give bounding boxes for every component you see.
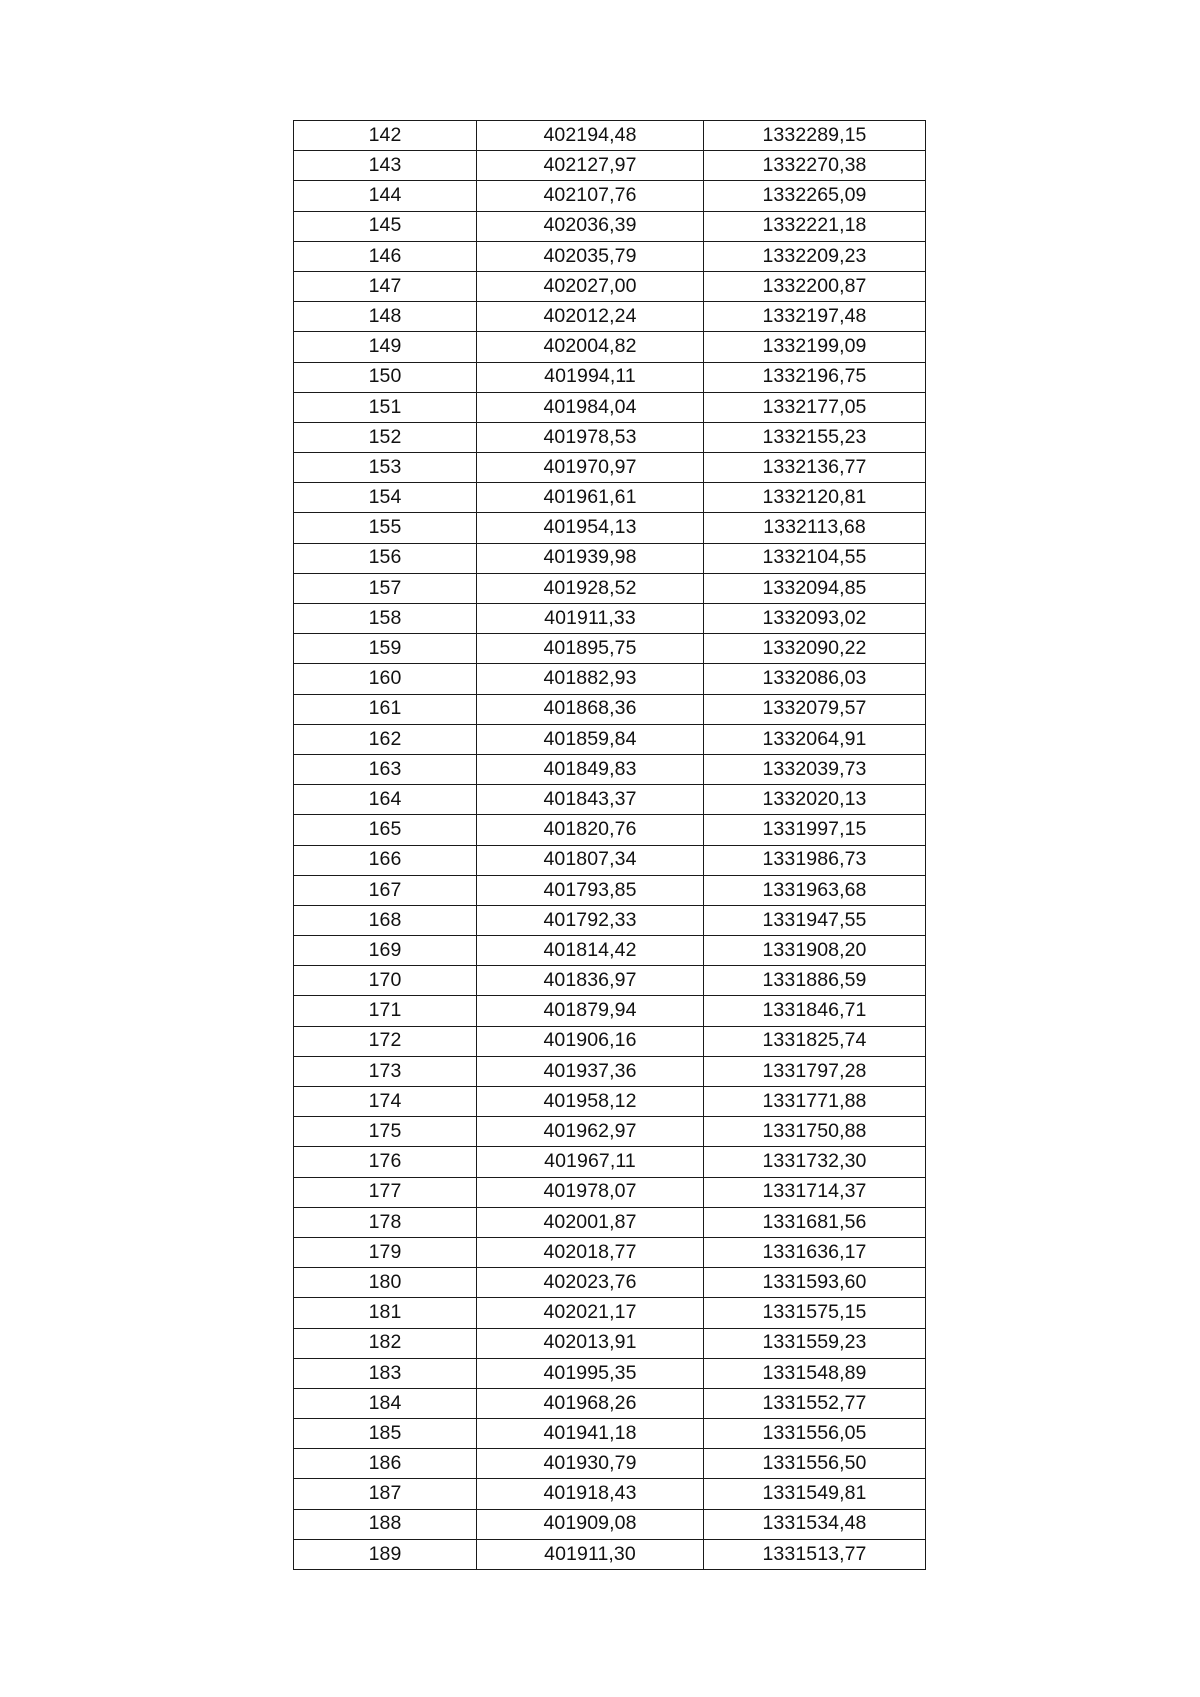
y-coordinate-cell: 1331771,88 — [704, 1087, 926, 1117]
y-coordinate-cell: 1331797,28 — [704, 1056, 926, 1086]
x-coordinate-cell: 401970,97 — [477, 453, 704, 483]
table-row — [294, 1087, 926, 1117]
table-row — [294, 1147, 926, 1177]
point-number-cell: 166 — [294, 845, 477, 875]
y-coordinate-cell: 1332094,85 — [704, 573, 926, 603]
table-row — [294, 453, 926, 483]
x-coordinate-cell: 401939,98 — [477, 543, 704, 573]
point-number-cell: 165 — [294, 815, 477, 845]
x-coordinate-cell: 401978,07 — [477, 1177, 704, 1207]
y-coordinate-cell: 1331636,17 — [704, 1237, 926, 1267]
x-coordinate-cell: 401962,97 — [477, 1117, 704, 1147]
table-row — [294, 1177, 926, 1207]
x-coordinate-cell: 401906,16 — [477, 1026, 704, 1056]
x-coordinate-cell: 402027,00 — [477, 271, 704, 301]
y-coordinate-cell: 1331908,20 — [704, 936, 926, 966]
table-row — [294, 1449, 926, 1479]
point-number-cell: 189 — [294, 1539, 477, 1569]
y-coordinate-cell: 1331986,73 — [704, 845, 926, 875]
x-coordinate-cell: 401911,30 — [477, 1539, 704, 1569]
table-row — [294, 1237, 926, 1267]
table-row — [294, 1419, 926, 1449]
point-number-cell: 147 — [294, 271, 477, 301]
table-row — [294, 362, 926, 392]
x-coordinate-cell: 402023,76 — [477, 1268, 704, 1298]
x-coordinate-cell: 402194,48 — [477, 121, 704, 151]
point-number-cell: 159 — [294, 634, 477, 664]
table-row — [294, 664, 926, 694]
x-coordinate-cell: 401928,52 — [477, 573, 704, 603]
point-number-cell: 146 — [294, 241, 477, 271]
y-coordinate-cell: 1332120,81 — [704, 483, 926, 513]
x-coordinate-cell: 401968,26 — [477, 1388, 704, 1418]
y-coordinate-cell: 1332289,15 — [704, 121, 926, 151]
x-coordinate-cell: 401882,93 — [477, 664, 704, 694]
x-coordinate-cell: 402001,87 — [477, 1207, 704, 1237]
y-coordinate-cell: 1331886,59 — [704, 966, 926, 996]
table-row — [294, 936, 926, 966]
point-number-cell: 148 — [294, 302, 477, 332]
point-number-cell: 172 — [294, 1026, 477, 1056]
x-coordinate-cell: 401930,79 — [477, 1449, 704, 1479]
y-coordinate-cell: 1332093,02 — [704, 604, 926, 634]
x-coordinate-cell: 401849,83 — [477, 754, 704, 784]
y-coordinate-cell: 1331825,74 — [704, 1026, 926, 1056]
table-row — [294, 181, 926, 211]
y-coordinate-cell: 1331997,15 — [704, 815, 926, 845]
x-coordinate-cell: 401879,94 — [477, 996, 704, 1026]
point-number-cell: 179 — [294, 1237, 477, 1267]
x-coordinate-cell: 401792,33 — [477, 905, 704, 935]
y-coordinate-cell: 1332113,68 — [704, 513, 926, 543]
point-number-cell: 149 — [294, 332, 477, 362]
point-number-cell: 150 — [294, 362, 477, 392]
table-row — [294, 996, 926, 1026]
point-number-cell: 173 — [294, 1056, 477, 1086]
point-number-cell: 183 — [294, 1358, 477, 1388]
x-coordinate-cell: 401859,84 — [477, 724, 704, 754]
table-row — [294, 1479, 926, 1509]
point-number-cell: 144 — [294, 181, 477, 211]
x-coordinate-cell: 401895,75 — [477, 634, 704, 664]
x-coordinate-cell: 401918,43 — [477, 1479, 704, 1509]
x-coordinate-cell: 401961,61 — [477, 483, 704, 513]
point-number-cell: 180 — [294, 1268, 477, 1298]
y-coordinate-cell: 1331714,37 — [704, 1177, 926, 1207]
point-number-cell: 156 — [294, 543, 477, 573]
x-coordinate-cell: 401967,11 — [477, 1147, 704, 1177]
x-coordinate-cell: 401937,36 — [477, 1056, 704, 1086]
coordinates-table — [293, 120, 926, 1570]
point-number-cell: 153 — [294, 453, 477, 483]
table-row — [294, 302, 926, 332]
y-coordinate-cell: 1331556,50 — [704, 1449, 926, 1479]
y-coordinate-cell: 1332196,75 — [704, 362, 926, 392]
y-coordinate-cell: 1332090,22 — [704, 634, 926, 664]
table-row — [294, 513, 926, 543]
point-number-cell: 167 — [294, 875, 477, 905]
point-number-cell: 178 — [294, 1207, 477, 1237]
table-row — [294, 875, 926, 905]
point-number-cell: 170 — [294, 966, 477, 996]
x-coordinate-cell: 401793,85 — [477, 875, 704, 905]
x-coordinate-cell: 401807,34 — [477, 845, 704, 875]
x-coordinate-cell: 401814,42 — [477, 936, 704, 966]
x-coordinate-cell: 401958,12 — [477, 1087, 704, 1117]
y-coordinate-cell: 1332155,23 — [704, 422, 926, 452]
table-row — [294, 241, 926, 271]
table-row — [294, 332, 926, 362]
x-coordinate-cell: 402021,17 — [477, 1298, 704, 1328]
table-row — [294, 1117, 926, 1147]
table-row — [294, 1358, 926, 1388]
x-coordinate-cell: 401978,53 — [477, 422, 704, 452]
y-coordinate-cell: 1332086,03 — [704, 664, 926, 694]
table-row — [294, 1328, 926, 1358]
y-coordinate-cell: 1332200,87 — [704, 271, 926, 301]
point-number-cell: 155 — [294, 513, 477, 543]
x-coordinate-cell: 402107,76 — [477, 181, 704, 211]
table-row — [294, 604, 926, 634]
table-row — [294, 905, 926, 935]
point-number-cell: 171 — [294, 996, 477, 1026]
x-coordinate-cell: 402013,91 — [477, 1328, 704, 1358]
point-number-cell: 162 — [294, 724, 477, 754]
table-row — [294, 785, 926, 815]
y-coordinate-cell: 1332209,23 — [704, 241, 926, 271]
point-number-cell: 169 — [294, 936, 477, 966]
table-row — [294, 211, 926, 241]
table-row — [294, 1298, 926, 1328]
y-coordinate-cell: 1331552,77 — [704, 1388, 926, 1418]
table-row — [294, 1509, 926, 1539]
point-number-cell: 145 — [294, 211, 477, 241]
point-number-cell: 185 — [294, 1419, 477, 1449]
point-number-cell: 188 — [294, 1509, 477, 1539]
table-row — [294, 815, 926, 845]
table-row — [294, 845, 926, 875]
point-number-cell: 152 — [294, 422, 477, 452]
y-coordinate-cell: 1332177,05 — [704, 392, 926, 422]
y-coordinate-cell: 1331963,68 — [704, 875, 926, 905]
point-number-cell: 176 — [294, 1147, 477, 1177]
table-row — [294, 483, 926, 513]
x-coordinate-cell: 402004,82 — [477, 332, 704, 362]
table-row — [294, 422, 926, 452]
y-coordinate-cell: 1331534,48 — [704, 1509, 926, 1539]
x-coordinate-cell: 401843,37 — [477, 785, 704, 815]
y-coordinate-cell: 1331732,30 — [704, 1147, 926, 1177]
table-row — [294, 1207, 926, 1237]
x-coordinate-cell: 401820,76 — [477, 815, 704, 845]
y-coordinate-cell: 1331681,56 — [704, 1207, 926, 1237]
x-coordinate-cell: 401994,11 — [477, 362, 704, 392]
coordinates-table-body — [294, 121, 926, 1570]
point-number-cell: 187 — [294, 1479, 477, 1509]
y-coordinate-cell: 1331947,55 — [704, 905, 926, 935]
y-coordinate-cell: 1332199,09 — [704, 332, 926, 362]
point-number-cell: 160 — [294, 664, 477, 694]
point-number-cell: 175 — [294, 1117, 477, 1147]
y-coordinate-cell: 1332265,09 — [704, 181, 926, 211]
table-row — [294, 966, 926, 996]
x-coordinate-cell: 401984,04 — [477, 392, 704, 422]
y-coordinate-cell: 1331548,89 — [704, 1358, 926, 1388]
x-coordinate-cell: 401995,35 — [477, 1358, 704, 1388]
x-coordinate-cell: 402127,97 — [477, 151, 704, 181]
point-number-cell: 174 — [294, 1087, 477, 1117]
point-number-cell: 143 — [294, 151, 477, 181]
point-number-cell: 158 — [294, 604, 477, 634]
table-row — [294, 1539, 926, 1569]
table-row — [294, 151, 926, 181]
table-row — [294, 573, 926, 603]
y-coordinate-cell: 1332079,57 — [704, 694, 926, 724]
table-row — [294, 754, 926, 784]
table-row — [294, 121, 926, 151]
point-number-cell: 168 — [294, 905, 477, 935]
y-coordinate-cell: 1331556,05 — [704, 1419, 926, 1449]
y-coordinate-cell: 1332197,48 — [704, 302, 926, 332]
x-coordinate-cell: 401911,33 — [477, 604, 704, 634]
table-row — [294, 694, 926, 724]
table-row — [294, 1026, 926, 1056]
y-coordinate-cell: 1332221,18 — [704, 211, 926, 241]
point-number-cell: 164 — [294, 785, 477, 815]
x-coordinate-cell: 401836,97 — [477, 966, 704, 996]
x-coordinate-cell: 401954,13 — [477, 513, 704, 543]
x-coordinate-cell: 402012,24 — [477, 302, 704, 332]
table-row — [294, 1388, 926, 1418]
point-number-cell: 184 — [294, 1388, 477, 1418]
table-row — [294, 543, 926, 573]
y-coordinate-cell: 1331593,60 — [704, 1268, 926, 1298]
point-number-cell: 181 — [294, 1298, 477, 1328]
y-coordinate-cell: 1331846,71 — [704, 996, 926, 1026]
y-coordinate-cell: 1332104,55 — [704, 543, 926, 573]
point-number-cell: 182 — [294, 1328, 477, 1358]
table-row — [294, 724, 926, 754]
point-number-cell: 163 — [294, 754, 477, 784]
x-coordinate-cell: 402035,79 — [477, 241, 704, 271]
y-coordinate-cell: 1331513,77 — [704, 1539, 926, 1569]
x-coordinate-cell: 402018,77 — [477, 1237, 704, 1267]
table-row — [294, 1268, 926, 1298]
x-coordinate-cell: 401941,18 — [477, 1419, 704, 1449]
y-coordinate-cell: 1332020,13 — [704, 785, 926, 815]
x-coordinate-cell: 401909,08 — [477, 1509, 704, 1539]
point-number-cell: 142 — [294, 121, 477, 151]
y-coordinate-cell: 1332039,73 — [704, 754, 926, 784]
x-coordinate-cell: 402036,39 — [477, 211, 704, 241]
y-coordinate-cell: 1331559,23 — [704, 1328, 926, 1358]
point-number-cell: 154 — [294, 483, 477, 513]
y-coordinate-cell: 1331575,15 — [704, 1298, 926, 1328]
table-row — [294, 392, 926, 422]
point-number-cell: 151 — [294, 392, 477, 422]
y-coordinate-cell: 1332064,91 — [704, 724, 926, 754]
point-number-cell: 177 — [294, 1177, 477, 1207]
x-coordinate-cell: 401868,36 — [477, 694, 704, 724]
table-row — [294, 271, 926, 301]
point-number-cell: 186 — [294, 1449, 477, 1479]
table-row — [294, 634, 926, 664]
point-number-cell: 161 — [294, 694, 477, 724]
point-number-cell: 157 — [294, 573, 477, 603]
y-coordinate-cell: 1332136,77 — [704, 453, 926, 483]
y-coordinate-cell: 1331750,88 — [704, 1117, 926, 1147]
y-coordinate-cell: 1331549,81 — [704, 1479, 926, 1509]
table-row — [294, 1056, 926, 1086]
y-coordinate-cell: 1332270,38 — [704, 151, 926, 181]
